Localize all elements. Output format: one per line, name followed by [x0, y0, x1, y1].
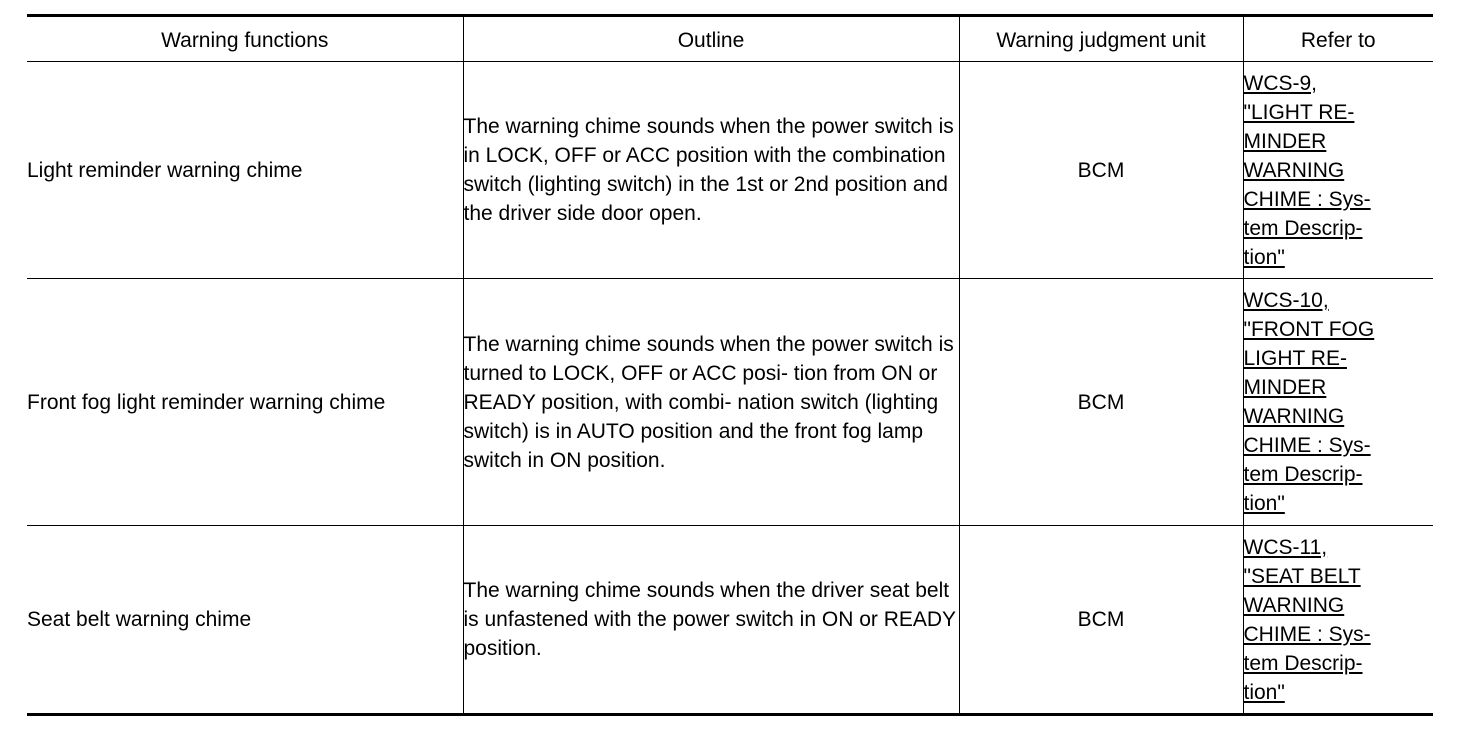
- refer-to-cell: [1243, 526, 1433, 715]
- outline-cell: The warning chime sounds when the power switch is turned to LOCK, OFF or ACC posi- tion from ON or READY position, with combi- nation switch (lighting switch) is in AUTO position and the front fog lamp switch in ON position.: [463, 279, 959, 526]
- outline-cell: The warning chime sounds when the power switch is in LOCK, OFF or ACC position with the combination switch (lighting switch) in the 1st or 2nd position and the driver side door open.: [463, 62, 959, 279]
- warning-functions-table: [27, 14, 1433, 716]
- warning-function-cell: Seat belt warning chime: [27, 526, 463, 715]
- reference-link[interactable]: WCS-10, "FRONT FOG LIGHT RE- MINDER WARNING CHIME : Sys- tem Descrip- tion": [1243, 289, 1375, 515]
- header-warning-judgment-unit: Warning judgment unit: [959, 16, 1243, 62]
- table-header-row: [27, 16, 1433, 62]
- judgment-unit-cell: BCM: [959, 526, 1243, 715]
- table-row: [27, 526, 1433, 715]
- refer-to-cell: [1243, 279, 1433, 526]
- table-row: [27, 62, 1433, 279]
- reference-link[interactable]: WCS-9, "LIGHT RE- MINDER WARNING CHIME : Sys- tem Descrip- tion": [1243, 71, 1371, 269]
- refer-to-cell: [1243, 62, 1433, 279]
- warning-function-cell: Front fog light reminder warning chime: [27, 279, 463, 526]
- judgment-unit-cell: BCM: [959, 62, 1243, 279]
- header-warning-functions: Warning functions: [27, 16, 463, 62]
- judgment-unit-cell: BCM: [959, 279, 1243, 526]
- outline-cell: The warning chime sounds when the driver seat belt is unfastened with the power switch in ON or READY position.: [463, 526, 959, 715]
- table-row: [27, 279, 1433, 526]
- header-refer-to: Refer to: [1243, 16, 1433, 62]
- header-outline: Outline: [463, 16, 959, 62]
- warning-function-cell: Light reminder warning chime: [27, 62, 463, 279]
- reference-link[interactable]: WCS-11, "SEAT BELT WARNING CHIME : Sys- tem Descrip- tion": [1243, 535, 1371, 704]
